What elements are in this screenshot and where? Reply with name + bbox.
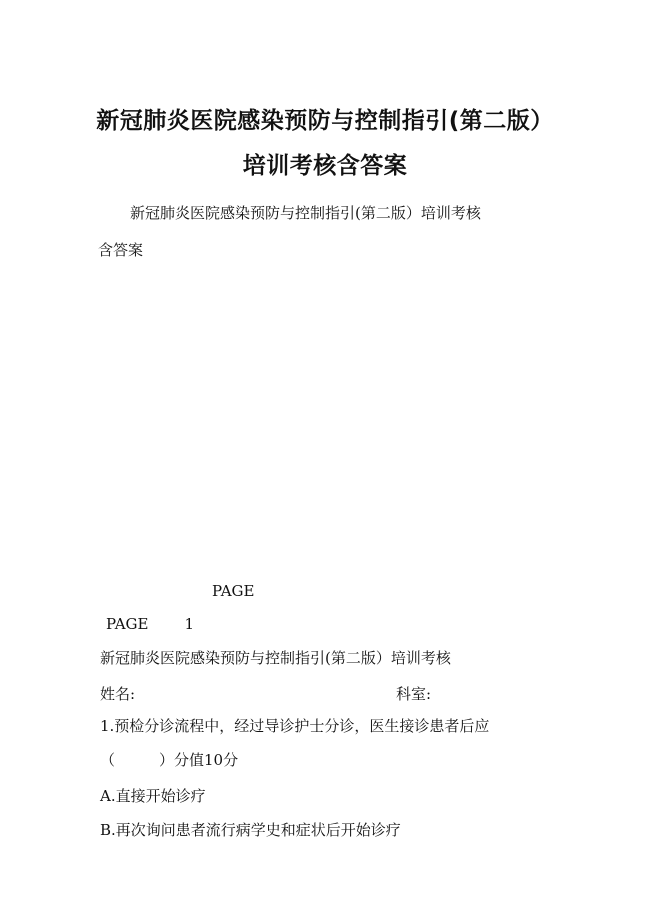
intro-line-1: 新冠肺炎医院感染预防与控制指引(第二版）培训考核 — [130, 204, 481, 222]
document-title-line-1: 新冠肺炎医院感染预防与控制指引(第二版） — [96, 108, 554, 134]
answer-paren-open: （ — [100, 751, 116, 769]
page-field-with-number — [106, 614, 194, 634]
department-field-label: 科室: — [396, 685, 432, 703]
page-field-label-2: PAGE — [106, 615, 149, 633]
answer-paren-close-score: ）分值10分 — [159, 751, 239, 769]
question-1-option-b: B.再次询问患者流行病学史和症状后开始诊疗 — [100, 821, 401, 839]
page-number: 1 — [184, 615, 195, 633]
intro-line-2: 含答案 — [98, 241, 144, 259]
page-field-label: PAGE — [212, 582, 255, 600]
document-title-line-2: 培训考核含答案 — [242, 153, 408, 179]
name-field-label: 姓名: — [100, 685, 136, 703]
exam-title: 新冠肺炎医院感染预防与控制指引(第二版）培训考核 — [100, 649, 451, 667]
question-1-option-a: A.直接开始诊疗 — [100, 787, 206, 805]
question-1-answer-blank — [100, 750, 238, 770]
question-1-text: 1.预检分诊流程中，经过导诊护士分诊，医生接诊患者后应 — [100, 717, 490, 735]
